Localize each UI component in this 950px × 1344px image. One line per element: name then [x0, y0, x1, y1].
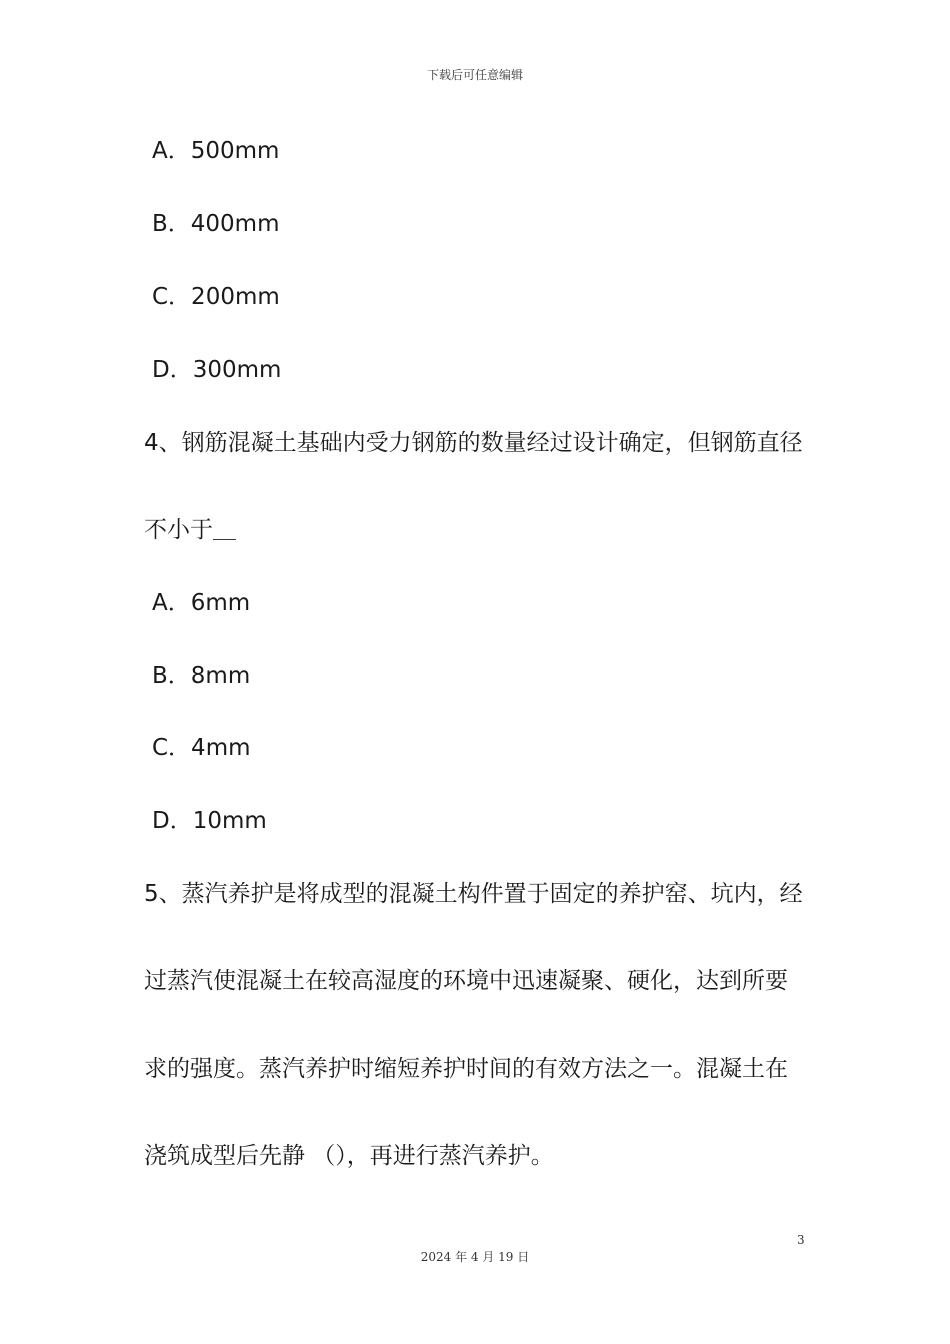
page-footer-date: 2024 年 4 月 19 日	[420, 1250, 530, 1264]
q4-option-c: C．4mm	[152, 735, 251, 761]
page-number: 3	[797, 1233, 805, 1247]
q4-question-line-1: 4、钢筋混凝土基础内受力钢筋的数量经过设计确定，但钢筋直径	[144, 430, 803, 456]
q5-question-line-4: 浇筑成型后先静 （），再进行蒸汽养护。	[144, 1143, 554, 1169]
q5-question-line-2: 过蒸汽使混凝土在较高湿度的环境中迅速凝聚、硬化，达到所要	[144, 968, 788, 994]
q5-question-line-1: 5、蒸汽养护是将成型的混凝土构件置于固定的养护窑、坑内，经	[144, 881, 803, 907]
q4-option-d: D．10mm	[152, 808, 267, 834]
q3-option-d: D．300mm	[152, 357, 282, 383]
page-header: 下载后可任意编辑	[426, 68, 523, 82]
q5-question-line-3: 求的强度。蒸汽养护时缩短养护时间的有效方法之一。混凝土在	[144, 1056, 788, 1082]
q4-question-line-2: 不小于＿	[144, 517, 236, 543]
q4-option-b: B．8mm	[152, 663, 251, 689]
q3-option-c: C．200mm	[152, 284, 280, 310]
q3-option-b: B．400mm	[152, 211, 280, 237]
q4-option-a: A．6mm	[152, 590, 251, 616]
q3-option-a: A．500mm	[152, 138, 280, 164]
